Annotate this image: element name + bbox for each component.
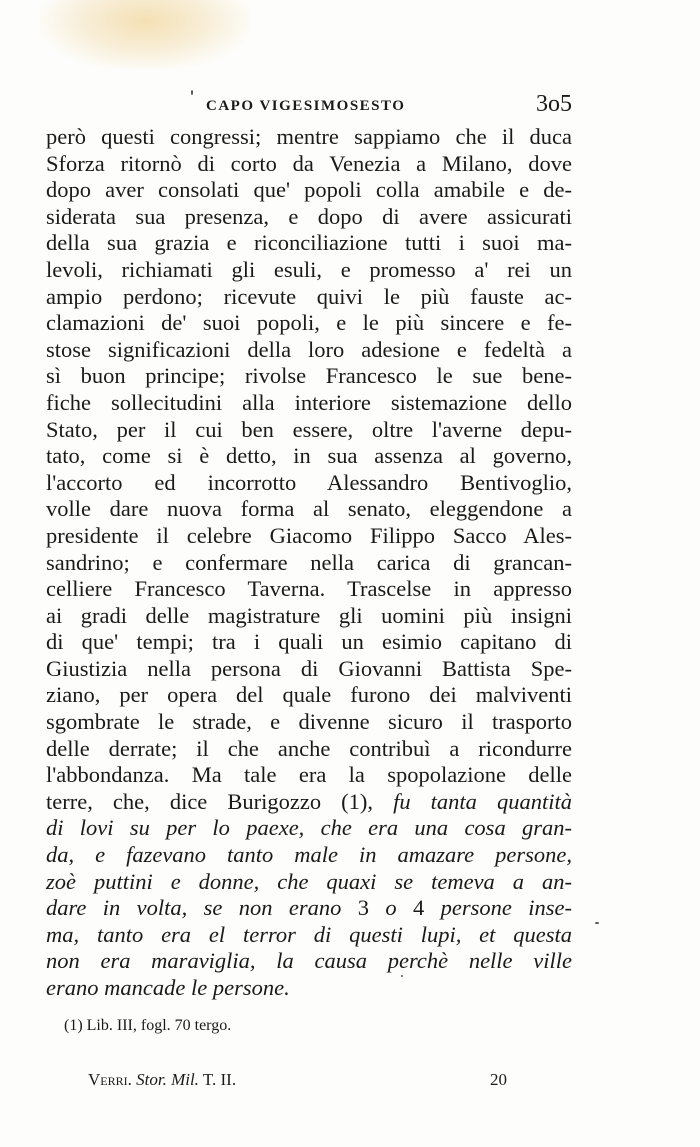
text-line	[46, 975, 572, 1002]
text-line	[46, 869, 572, 896]
text-line	[46, 922, 572, 949]
text-segment: 3	[357, 895, 370, 921]
text-segment: levoli, richiamati gli esuli, e promesso a' rei un	[46, 256, 572, 282]
signature-volume: T. II.	[202, 1070, 237, 1089]
page-number: 3o5	[536, 91, 572, 117]
text-segment: fiche sollecitudini alla interiore sistemazione dello	[46, 389, 572, 415]
text-line	[46, 815, 572, 842]
italic-quote-segment: zoè puttini e donne, che quaxi se temeva a an-	[46, 868, 572, 894]
text-line	[46, 151, 572, 178]
text-segment: volle dare nuova forma al senato, eleggendone a	[46, 496, 572, 522]
text-line	[46, 736, 572, 763]
text-segment: celliere Francesco Taverna. Trascelse in appresso	[46, 576, 572, 602]
italic-quote-segment: persone inse-	[424, 895, 572, 921]
text-line	[46, 204, 572, 231]
text-segment: ai gradi delle magistrature gli uomini più insigni	[46, 602, 572, 628]
text-segment: l'accorto ed incorrotto Alessandro Bentivoglio,	[46, 469, 572, 495]
footnote: (1) Lib. III, fogl. 70 tergo.	[64, 1017, 232, 1034]
text-segment: sgombrate le strade, e divenne sicuro il trasporto	[46, 709, 572, 735]
text-segment: delle derrate; il che anche contribuì a ricondurre	[46, 735, 572, 761]
text-segment: clamazioni de' suoi popoli, e le più sincere e fe-	[46, 310, 572, 336]
text-segment: presidente il celebre Giacomo Filippo Sacco Ales-	[46, 522, 572, 548]
text-line	[46, 417, 572, 444]
text-segment: 4	[413, 895, 425, 921]
running-head: CAPO VIGESIMOSESTO	[206, 98, 406, 114]
text-line	[46, 948, 572, 975]
text-segment: ampio perdono; ricevute quivi le più fauste ac-	[46, 283, 572, 309]
ink-fleck	[401, 975, 403, 977]
italic-quote-segment: non era maraviglia, la causa perchè nelle ville	[46, 948, 572, 974]
text-segment: siderata sua presenza, e dopo di avere assicurati	[46, 203, 572, 229]
text-segment: dopo aver consolati que' popoli colla amabile e de-	[46, 177, 572, 203]
text-line	[46, 496, 572, 523]
text-segment: tato, come si è detto, in sua assenza al governo,	[46, 443, 572, 469]
text-segment: Stato, per il cui ben essere, oltre l'averne depu-	[46, 416, 572, 442]
sheet-number: 20	[490, 1070, 507, 1089]
text-line	[46, 523, 572, 550]
text-segment: Giustizia nella persona di Giovanni Battista Spe-	[46, 655, 572, 681]
italic-quote-segment: ma, tanto era el terror di questi lupi, et questa	[46, 921, 572, 947]
italic-quote-segment: dare in volta, se non erano	[46, 895, 358, 921]
text-segment: sandrino; e confermare nella carica di grancan-	[46, 549, 572, 575]
signature-title: Stor. Mil.	[136, 1070, 199, 1089]
italic-quote-segment: fu tanta quantità	[393, 788, 572, 814]
signature-author: Verri.	[88, 1070, 132, 1089]
text-segment: l'abbondanza. Ma tale era la spopolazione delle	[46, 762, 572, 788]
italic-quote-segment: da, e fazevano tanto male in amazare persone,	[46, 842, 572, 868]
text-line	[46, 363, 572, 390]
text-line	[46, 337, 572, 364]
text-segment: ziano, per opera del quale furono dei malviventi	[46, 682, 572, 708]
text-line	[46, 629, 572, 656]
italic-quote-segment: o	[369, 895, 414, 921]
page-header	[46, 91, 572, 124]
text-line	[46, 842, 572, 869]
text-segment: stose significazioni della loro adesione e fedeltà a	[46, 336, 572, 362]
body-text	[46, 124, 572, 1002]
text-segment: della sua grazia e riconciliazione tutti i suoi ma-	[46, 230, 572, 256]
ink-fleck	[191, 90, 193, 95]
text-line	[46, 576, 572, 603]
text-line	[46, 550, 572, 577]
text-line	[46, 124, 572, 151]
text-line	[46, 895, 572, 922]
ink-fleck	[595, 922, 599, 924]
text-segment: terre, che, dice Burigozzo (1),	[46, 788, 394, 814]
text-segment: però questi congressi; mentre sappiamo che il duca	[46, 124, 572, 149]
text-line	[46, 656, 572, 683]
text-line	[46, 390, 572, 417]
text-segment: di que' tempi; tra i quali un esimio capitano di	[46, 629, 572, 655]
text-line	[46, 762, 572, 789]
text-line	[46, 310, 572, 337]
text-line	[46, 257, 572, 284]
text-line	[46, 230, 572, 257]
paper-stain	[40, 0, 250, 70]
italic-quote-segment: di lovi su per lo paexe, che era una cosa gran-	[46, 815, 572, 841]
text-line	[46, 177, 572, 204]
text-segment: Sforza ritornò di corto da Venezia a Milano, dove	[46, 150, 572, 176]
text-line	[46, 709, 572, 736]
italic-quote-segment: erano mancade le persone.	[46, 975, 290, 1000]
text-segment: sì buon principe; rivolse Francesco le sue bene-	[46, 363, 572, 389]
text-line	[46, 470, 572, 497]
text-line	[46, 603, 572, 630]
text-line	[46, 682, 572, 709]
text-line	[46, 284, 572, 311]
text-line	[46, 789, 572, 816]
printer-signature	[88, 1070, 236, 1090]
text-line	[46, 443, 572, 470]
